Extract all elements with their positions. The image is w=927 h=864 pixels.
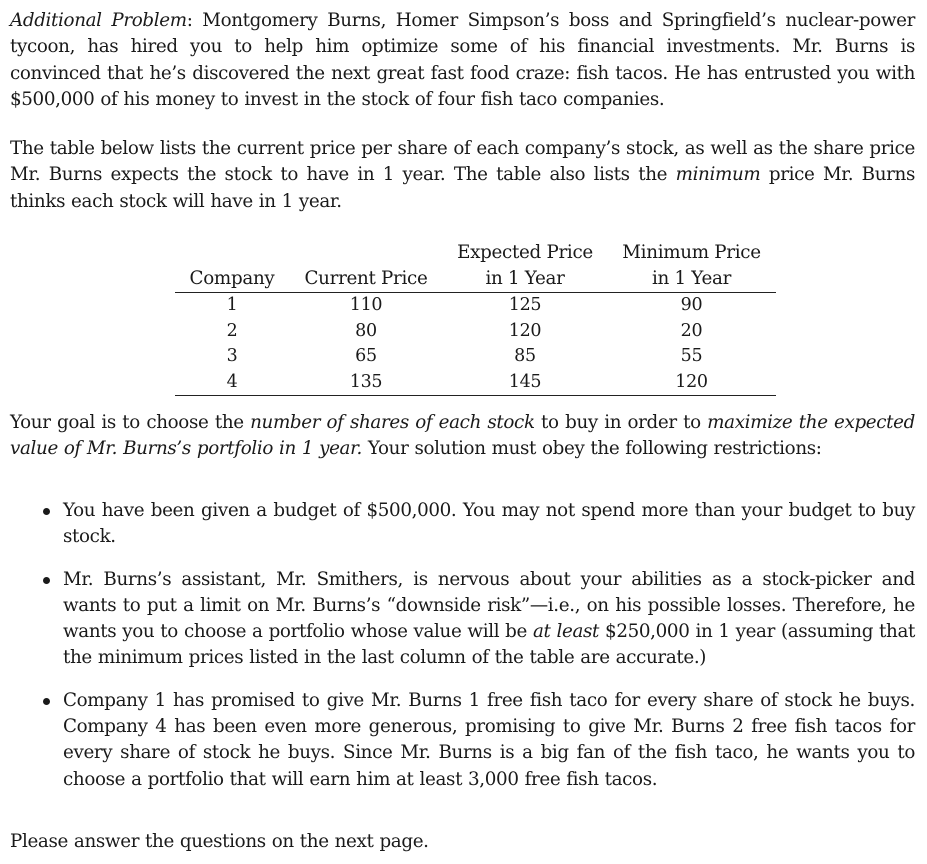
cell-current: 110	[349, 295, 383, 315]
goal-emphasis-maximize: maximize the expected value of Mr. Burns’s portfolio in 1 year.	[10, 412, 915, 460]
header-expected-year: in 1 Year	[443, 266, 607, 293]
restrictions-list	[10, 498, 915, 809]
bullet-text: You have been given a budget of $500,000. You may not spend more than your budget to buy stock.	[63, 500, 915, 548]
intro-text: : Montgomery Burns, Homer Simpson’s boss and Springfield’s nuclear-power tycoon, has hired you to help him optimize some of his financial investments. Mr. Burns is convinced that he’s discovered the next great fast food craze: fish tacos. He has entrusted you with $500,000 of his money to invest in the stock of four fish taco companies.	[10, 10, 916, 110]
table-intro-emphasis: minimum	[675, 164, 761, 186]
list-item	[10, 567, 915, 672]
cell-minimum: 20	[680, 320, 703, 341]
cell-expected: 145	[443, 370, 607, 396]
list-item	[10, 498, 915, 551]
cell-current: 80	[355, 320, 377, 341]
cell-company: 2	[226, 320, 238, 341]
cell-company: 3	[226, 346, 238, 366]
cell-minimum: 55	[680, 346, 703, 366]
header-spacer	[175, 240, 289, 266]
goal-text: Your goal is to choose the	[10, 412, 251, 433]
table-row	[175, 370, 776, 396]
table-intro-text-end: price Mr. Burns thinks each stock will have in 1 year.	[10, 164, 915, 212]
bullet-text: Company 1 has promised to give Mr. Burns 1 free fish taco for every share of stock he buys. Company 4 has been even more generous, promising to give Mr. Burns 2 free fish tacos for every share of stock he buys. Since Mr. Burns is a big fan of the fish taco, he wants you to choose a portfolio that will earn him at least 3,000 free fish tacos.	[63, 689, 915, 790]
cell-expected: 125	[508, 295, 542, 315]
list-item-text	[63, 498, 915, 551]
bullet-icon	[43, 577, 50, 584]
header-current-price: Current Price	[289, 266, 443, 293]
cell-company: 4	[175, 370, 289, 396]
cell-minimum: 120	[607, 370, 776, 396]
table-row	[175, 293, 776, 319]
header-spacer	[289, 240, 443, 266]
bullet-emphasis: at least	[532, 621, 600, 643]
cell-company: 1	[226, 295, 238, 315]
goal-paragraph	[10, 410, 915, 463]
cell-current: 135	[289, 370, 443, 396]
cell-expected: 120	[508, 320, 542, 341]
header-company: Company	[175, 266, 289, 293]
bullet-text-end: $250,000 in 1 year (assuming that the minimum prices listed in the last column of the table are accurate.)	[63, 621, 915, 669]
cell-current: 65	[355, 346, 377, 366]
header-minimum-year: in 1 Year	[607, 266, 776, 293]
bullet-text: Mr. Burns’s assistant, Mr. Smithers, is nervous about your abilities as a stock-picker and wants to put a limit on Mr. Burns’s “downside risk”—i.e., on his possible losses. Therefore, he wants you to choose a portfolio whose value will be	[63, 568, 915, 643]
cell-minimum: 90	[680, 295, 703, 315]
bullet-icon	[43, 508, 50, 515]
goal-text-mid: to buy in order to	[534, 412, 708, 433]
list-item-text	[63, 567, 915, 672]
bullet-icon	[43, 698, 50, 705]
table-row	[175, 319, 776, 345]
goal-emphasis-shares: number of shares of each stock	[250, 412, 535, 433]
table-intro-paragraph	[10, 136, 915, 215]
table-intro-text: The table below lists the current price per share of each company’s stock, as well as the share price Mr. Burns expects the stock to have in 1 year. The table also lists the	[10, 138, 915, 186]
intro-label: Additional Problem	[10, 10, 187, 31]
table-row	[175, 344, 776, 370]
closing-line: Please answer the questions on the next page.	[10, 831, 429, 852]
header-minimum-price: Minimum Price	[622, 242, 761, 263]
header-expected-price: Expected Price	[457, 242, 593, 263]
list-item	[10, 688, 915, 793]
intro-paragraph	[10, 8, 915, 113]
cell-expected: 85	[514, 346, 536, 366]
stock-price-table	[175, 240, 776, 396]
goal-text-end: Your solution must obey the following restrictions:	[361, 438, 822, 460]
list-item-text	[63, 688, 915, 793]
